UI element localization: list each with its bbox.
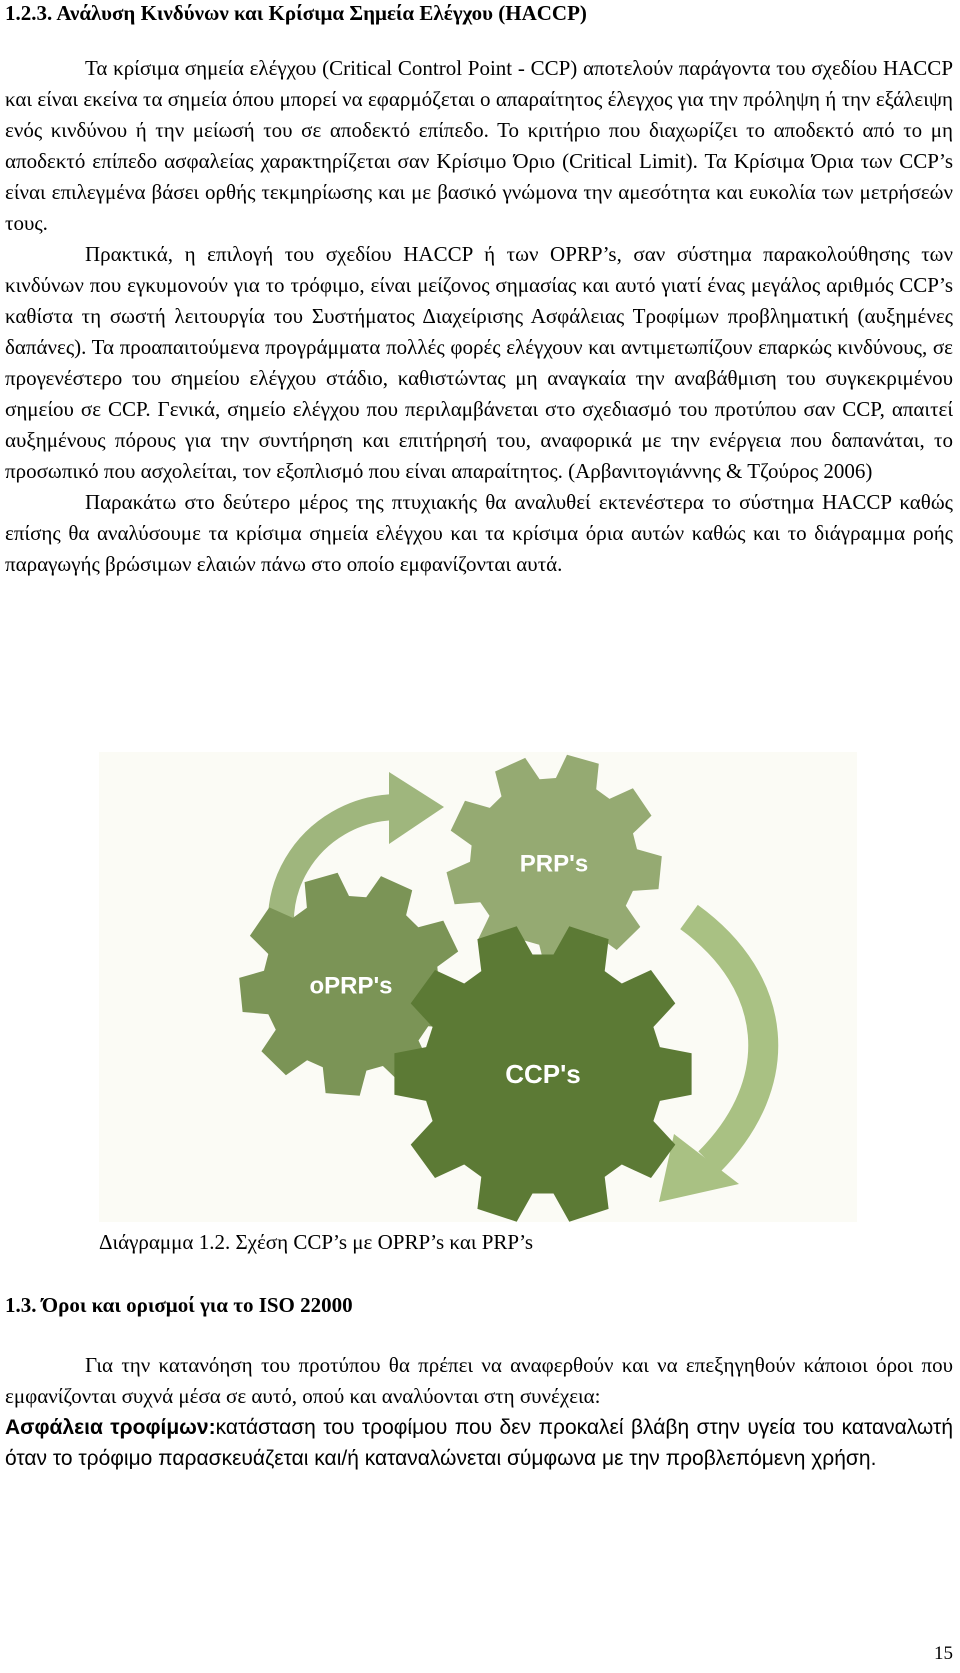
definition-text: κατάσταση του τροφίμου που δεν προκαλεί βλάβη στην υγεία του καταναλωτή όταν το τρόφιμο παρασκευάζεται και/ή καταναλώνεται σύμφωνα με την προβλεπόμενη χρήση. [5, 1416, 953, 1470]
definition-food-safety [5, 1412, 953, 1474]
figure-caption: Διάγραμμα 1.2. Σχέση CCP’s με OPRP’s και PRP’s [99, 1230, 534, 1254]
gear-label-ccps: CCP's [505, 1058, 581, 1089]
paragraph-terms-intro: Για την κατανόηση του προτύπου θα πρέπει να αναφερθούν και να επεξηγηθούν κάποιοι όροι που εμφανίζονται συχνά μέσα σε αυτό, οπού και αναλύονται στη συνέχεια: [5, 1353, 953, 1408]
page-number: 15 [934, 1643, 953, 1664]
gear-ccps [394, 926, 691, 1221]
section-heading-haccp: 1.2.3. Ανάλυση Κινδύνων και Κρίσιμα Σημεία Ελέγχου (HACCP) [5, 1, 587, 25]
prp-oprp-ccp-gears-diagram [99, 752, 857, 1222]
cycle-arrow-top-head [389, 772, 444, 844]
gear-prps [447, 755, 662, 970]
gears-illustration [99, 752, 857, 1222]
paragraph-ccp-definition: Τα κρίσιμα σημεία ελέγχου (Critical Control Point - CCP) αποτελούν παράγοντα του σχεδίου HACCP και είναι εκείνα τα σημεία όπου μπορεί να εφαρμόζεται ο απαραίτητος έλεγχος για την πρόληψη ή την εξάλειψη ενός κινδύνου ή την μείωσή του σε αποδεκτό επίπεδο. Το κριτήριο που διαχωρίζει το αποδεκτό από το μη αποδεκτό επίπεδο ασφαλείας χαρακτηρίζεται σαν Κρίσιμο Όριο (Critical Limit). Τα Κρίσιμα Όρια των CCP’s είναι επιλεγμένα βάσει ορθής τεκμηρίωσης και με βασικό γνώμονα την αμεσότητα και ευκολία των μετρήσεών τους. [5, 56, 953, 235]
definition-term: Ασφάλεια τροφίμων: [5, 1416, 216, 1439]
iso-terms-section [5, 1350, 953, 1474]
paragraph-next-part: Παρακάτω στο δεύτερο μέρος της πτυχιακής θα αναλυθεί εκτενέστερα το σύστημα HACCP καθώς επίσης θα αναλύσουμε τα κρίσιμα σημεία ελέγχου και τα κρίσιμα όρια αυτών καθώς και το διάγραμμα ροής παραγωγής βρώσιμων ελαιών πάνω στο οποίο εμφανίζονται αυτά. [5, 490, 953, 576]
section-heading-iso22000: 1.3. Όροι και ορισμοί για το ISO 22000 [5, 1293, 353, 1317]
gear-label-oprps: oPRP's [309, 972, 393, 1000]
paragraph-oprp-selection: Πρακτικά, η επιλογή του σχεδίου HACCP ή των OPRP’s, σαν σύστημα παρακολούθησης των κινδύνων που εγκυμονούν για το τρόφιμο, είναι μείζονος σημασίας και αυτό γιατί ένας μεγάλος αριθμός CCP’s καθίστα τη σωστή λειτουργία του Συστήματος Διαχείρισης Ασφάλειας Τροφίμων προβληματική (αυξημένες δαπάνες). Τα προαπαιτούμενα προγράμματα πολλές φορές ελέγχουν και αντιμετωπίζουν επαρκώς κινδύνους, σε προγενέστερο του σημείου ελέγχου στάδιο, καθιστώντας μη αναγκαία την αναβάθμιση του συγκεκριμένου σημείου σε CCP. Γενικά, σημείο ελέγχου που περιλαμβάνεται στο σχεδιασμό του προτύπου σαν CCP, απαιτεί αυξημένους πόρους για την συντήρηση και επιτήρησή του, αναφορικά με την ενέργεια που δαπανάται, το προσωπικό που ασχολείται, τον εξοπλισμό που είναι απαραίτητος. (Αρβανιτογιάννης & Τζούρος 2006) [5, 242, 953, 483]
gear-label-prps: PRP's [519, 850, 589, 878]
cycle-arrow-right [689, 917, 763, 1162]
